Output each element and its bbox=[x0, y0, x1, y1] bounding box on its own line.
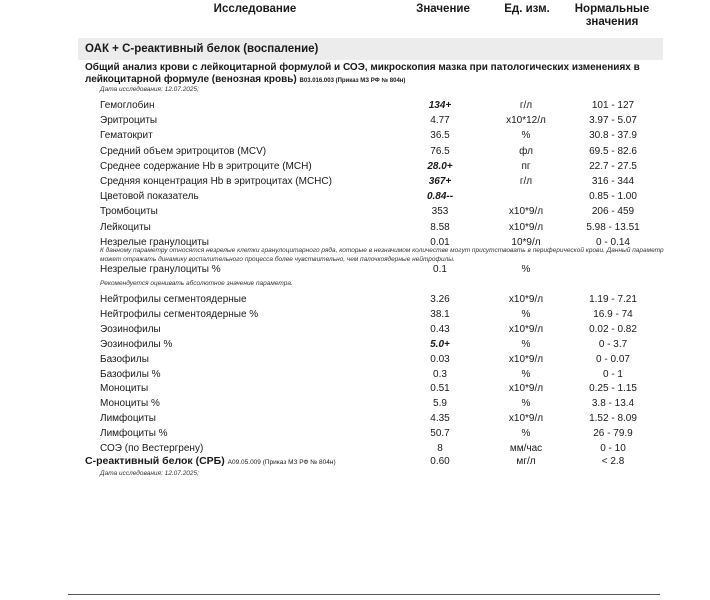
result-value: 8 bbox=[437, 443, 443, 454]
section-title: ОАК + С-реактивный белок (воспаление) bbox=[85, 43, 319, 55]
result-name: Гемоглобин bbox=[100, 100, 155, 111]
result-unit: % bbox=[521, 338, 531, 350]
result-row bbox=[0, 337, 710, 352]
result-name: Лимфоциты % bbox=[100, 428, 168, 440]
result-value: 0.3 bbox=[433, 368, 447, 380]
result-value: 0.1 bbox=[433, 264, 447, 275]
result-row bbox=[0, 396, 710, 411]
result-value: 50.7 bbox=[430, 428, 450, 440]
result-ref: < 2.8 bbox=[601, 456, 625, 467]
crp-name: С-реактивный белок (СРБ) bbox=[85, 455, 225, 467]
note-immature-granulocytes: К данному параметру относятся незрелые клетки гранулоцитарного ряда, которые в незначимом количестве могут присутствовать в периферической крови. Данный параметр может отражать динамику воспалительного процесса более чувствительно, чем палочкоядерные нейтрофилы. bbox=[100, 247, 664, 263]
result-unit: % bbox=[521, 368, 531, 380]
result-value: 0.03 bbox=[430, 353, 450, 365]
result-ref: 1.52 - 8.09 bbox=[589, 413, 637, 425]
result-unit: x10*9/л bbox=[508, 353, 544, 365]
result-unit: г/л bbox=[519, 176, 533, 187]
result-ref: 0 - 0.07 bbox=[596, 353, 630, 365]
result-ref: 26 - 79.9 bbox=[593, 428, 633, 440]
crp-code: A09.05.009 (Приказ МЗ РФ № 804н) bbox=[227, 459, 336, 466]
result-name: Среднее содержание Hb в эритроците (MCH) bbox=[100, 160, 312, 172]
result-unit: г/л bbox=[519, 100, 533, 111]
result-unit: x10*9/л bbox=[508, 323, 544, 335]
result-name: Моноциты % bbox=[100, 398, 160, 410]
result-row bbox=[0, 220, 710, 235]
result-row bbox=[0, 411, 710, 426]
result-ref: 0 - 0.14 bbox=[596, 236, 630, 248]
section-subtitle bbox=[85, 62, 665, 87]
result-unit: x10*9/л bbox=[508, 294, 544, 305]
result-ref: 0.25 - 1.15 bbox=[589, 383, 637, 395]
result-row bbox=[0, 352, 710, 367]
result-ref: 0 - 3.7 bbox=[598, 338, 628, 350]
result-row-crp bbox=[0, 454, 710, 469]
result-value: 367+ bbox=[428, 176, 452, 187]
result-name: Лимфоциты bbox=[100, 413, 156, 425]
result-row bbox=[0, 292, 710, 307]
result-row bbox=[0, 307, 710, 322]
result-unit: x10*12/л bbox=[506, 115, 546, 127]
result-name: Средний объем эритроцитов (MCV) bbox=[100, 145, 267, 157]
result-ref: 5.98 - 13.51 bbox=[586, 221, 640, 233]
result-unit: фл bbox=[519, 145, 533, 157]
result-unit: мг/л bbox=[516, 456, 536, 467]
study-date: Дата исследования: 12.07.2025; bbox=[100, 86, 199, 93]
result-value: 0.84-- bbox=[426, 191, 454, 203]
result-value: 353 bbox=[431, 206, 449, 218]
result-name: Гематокрит bbox=[100, 130, 153, 142]
result-row bbox=[0, 144, 710, 159]
result-name: Лейкоциты bbox=[100, 221, 151, 233]
result-name: Незрелые гранулоциты % bbox=[100, 264, 221, 275]
result-unit: % bbox=[521, 264, 531, 275]
result-unit: x10*9/л bbox=[508, 413, 544, 425]
result-name: Базофилы % bbox=[100, 368, 161, 380]
column-header-study: Исследование bbox=[213, 3, 297, 15]
result-ref: 3.8 - 13.4 bbox=[591, 398, 635, 410]
result-unit: мм/час bbox=[509, 443, 543, 454]
study-date-crp: Дата исследования: 12.07.2025; bbox=[100, 470, 199, 477]
result-value: 76.5 bbox=[430, 145, 450, 157]
subtitle-code: B03.016.003 (Приказ МЗ РФ № 804н) bbox=[299, 77, 406, 84]
result-row bbox=[0, 381, 710, 396]
result-name: Моноциты bbox=[100, 383, 149, 395]
result-value: 0.43 bbox=[430, 323, 450, 335]
result-ref: 206 - 459 bbox=[591, 206, 635, 218]
result-value: 36.5 bbox=[430, 130, 450, 142]
result-value: 4.35 bbox=[430, 413, 450, 425]
result-ref: 0 - 10 bbox=[600, 443, 626, 454]
result-ref: 101 - 127 bbox=[591, 100, 635, 111]
result-unit: x10*9/л bbox=[508, 383, 544, 395]
result-row bbox=[0, 159, 710, 174]
result-ref: 69.5 - 82.6 bbox=[589, 145, 637, 157]
result-unit: % bbox=[521, 398, 531, 410]
result-name: Средняя концентрация Hb в эритроцитах (MCHC) bbox=[100, 176, 332, 187]
result-name: Незрелые гранулоциты bbox=[100, 236, 209, 248]
result-name: Цветовой показатель bbox=[100, 191, 199, 203]
result-value: 28.0+ bbox=[427, 160, 453, 172]
result-unit: x10*9/л bbox=[508, 221, 544, 233]
result-ref: 30.8 - 37.9 bbox=[589, 130, 637, 142]
result-unit: % bbox=[521, 308, 531, 320]
result-value: 38.1 bbox=[430, 308, 450, 320]
result-value: 0.01 bbox=[430, 236, 450, 248]
result-ref: 22.7 - 27.5 bbox=[589, 160, 637, 172]
result-value: 4.77 bbox=[430, 115, 450, 127]
result-value: 0.60 bbox=[430, 456, 450, 467]
result-name: Нейтрофилы сегментоядерные % bbox=[100, 308, 259, 320]
subtitle-text: Общий анализ крови с лейкоцитарной формулой и СОЭ, микроскопия мазка при патологических изменениях в лейкоцитарной формуле (венозная кровь) bbox=[85, 62, 640, 85]
column-header-unit: Ед. изм. bbox=[504, 3, 550, 15]
column-header-value: Значение bbox=[416, 3, 470, 15]
result-value: 5.0+ bbox=[430, 338, 450, 350]
result-name: СОЭ (по Вестергрену) bbox=[100, 443, 204, 454]
result-value: 0.51 bbox=[430, 383, 450, 395]
result-ref: 3.97 - 5.07 bbox=[589, 115, 637, 127]
result-name: Эритроциты bbox=[100, 115, 158, 127]
result-name: Эозинофилы % bbox=[100, 338, 173, 350]
result-value: 3.26 bbox=[430, 294, 450, 305]
result-unit: 10*9/л bbox=[511, 236, 541, 248]
result-row bbox=[0, 174, 710, 189]
result-ref: 0.85 - 1.00 bbox=[589, 191, 637, 203]
result-value: 5.9 bbox=[433, 398, 447, 410]
result-name: Эозинофилы bbox=[100, 323, 161, 335]
result-name bbox=[85, 454, 336, 470]
result-name: Базофилы bbox=[100, 353, 149, 365]
bottom-divider bbox=[68, 594, 660, 595]
column-header-norm: Нормальные значения bbox=[574, 3, 650, 28]
note-absolute-value: Рекомендуется оценивать абсолютное значение параметра. bbox=[100, 280, 293, 287]
result-row bbox=[0, 189, 710, 204]
result-unit: пг bbox=[521, 160, 531, 172]
result-unit: % bbox=[521, 428, 531, 440]
result-row bbox=[0, 426, 710, 441]
result-row bbox=[0, 262, 710, 277]
result-row bbox=[0, 204, 710, 219]
result-ref: 316 - 344 bbox=[591, 176, 635, 187]
result-name: Тромбоциты bbox=[100, 206, 158, 218]
result-value: 8.58 bbox=[430, 221, 450, 233]
result-ref: 0 - 1 bbox=[602, 368, 623, 380]
result-ref: 0.02 - 0.82 bbox=[589, 323, 637, 335]
result-value: 134+ bbox=[428, 100, 452, 111]
result-row bbox=[0, 98, 710, 113]
result-row bbox=[0, 322, 710, 337]
result-ref: 1.19 - 7.21 bbox=[589, 294, 637, 305]
result-unit: % bbox=[521, 130, 531, 142]
result-row bbox=[0, 128, 710, 143]
result-row bbox=[0, 113, 710, 128]
result-ref: 16.9 - 74 bbox=[593, 308, 633, 320]
result-row bbox=[0, 367, 710, 382]
result-name: Нейтрофилы сегментоядерные bbox=[100, 294, 247, 305]
result-unit: x10*9/л bbox=[508, 206, 544, 218]
